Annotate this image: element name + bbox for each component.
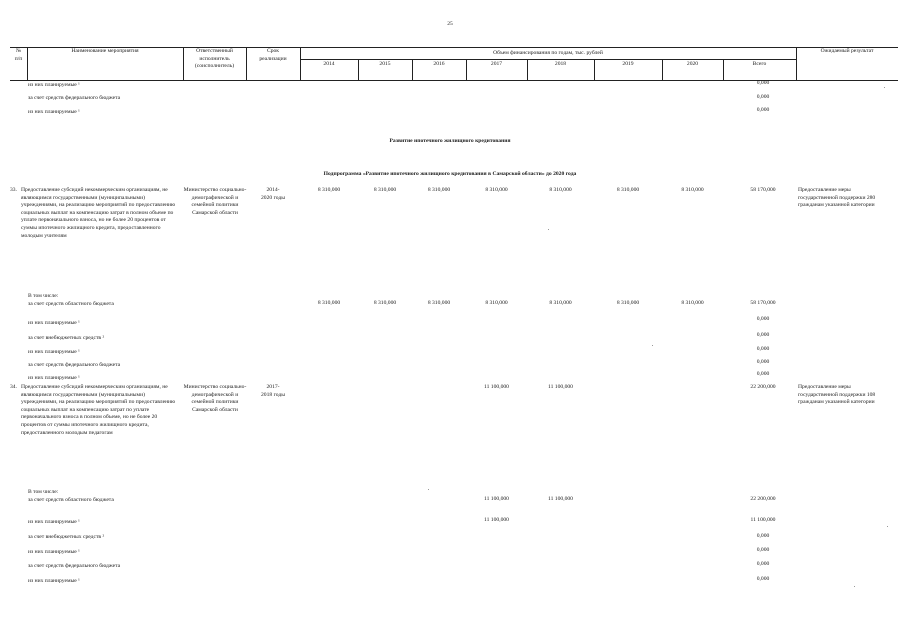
row-label: за счет средств федерального бюджета (28, 95, 121, 101)
year-header: Всего (752, 61, 767, 67)
value-cell: 11 100,000 (548, 384, 573, 390)
value-cell: 8 310,000 (485, 300, 508, 306)
year-header: 2018 (554, 61, 567, 67)
row-label: за счет средств областного бюджета (28, 497, 114, 503)
value-cell: 8 310,000 (616, 300, 640, 306)
value-cell: 8 310,000 (427, 187, 451, 193)
value-cell: 11 100,000 (484, 496, 509, 502)
including-label: В том числе: (28, 489, 59, 495)
header-term: Срок реализации (259, 48, 287, 62)
value-cell: 0,000 (756, 332, 770, 338)
value-cell: 11 100,000 (548, 496, 573, 502)
scan-speck (548, 229, 549, 230)
year-header: 2016 (433, 61, 445, 67)
value-cell: 0,000 (756, 371, 770, 377)
value-cell: 8 310,000 (549, 187, 572, 193)
value-cell: 0,000 (756, 316, 770, 322)
row-label: за счет средств областного бюджета (28, 301, 114, 307)
scan-speck (887, 526, 888, 527)
year-header: 2015 (379, 61, 391, 67)
page-number: 25 (447, 21, 453, 27)
scan-speck (652, 345, 653, 346)
row-label: из них планируемые ¹ (28, 578, 80, 584)
year-header: 2020 (686, 61, 699, 67)
header-result: Ожидаемый результат (820, 48, 874, 54)
value-cell: 11 100,000 (484, 384, 509, 390)
row-label: из них планируемые ¹ (28, 82, 80, 88)
header-funding: Объем финансирования по годам, тыс. рублей (493, 50, 603, 56)
item-name: Предоставление субсидий некоммерческим организациям, не являющимся государственными (муниципальными) учреждениями, на реализацию мероприятий по предоставлению социальных выплат на компенсацию затрат в полном объеме по уплате первоначального взноса, но не более 20 процентов от суммы ипотечного жилищного кредита, предоставленного молодым учителям (21, 187, 176, 239)
value-cell: 0,000 (756, 346, 770, 352)
header-years-rule (300, 59, 796, 60)
header-name: Наименование мероприятия (71, 48, 139, 54)
value-cell: 8 310,000 (616, 187, 640, 193)
value-cell: 0,000 (756, 561, 770, 567)
row-total: 0,000 (756, 94, 770, 100)
value-cell: 58 170,000 (750, 300, 776, 306)
row-label: из них планируемые ¹ (28, 320, 80, 326)
scan-speck (884, 87, 885, 88)
value-cell: 0,000 (756, 576, 770, 582)
item-name: Предоставление субсидий некоммерческим организациям, не являющимся государственными (муниципальными) учреждениями, на реализацию мероприятий по предоставлению социальных выплат на компенсацию затрат по уплате первоначального взноса в полном объеме, но не более 20 процентов от суммы ипотечного жилищного кредита, предоставленного молодым педагогам (21, 384, 176, 436)
row-label: из них планируемые ¹ (28, 549, 80, 555)
row-label: из них планируемые ¹ (28, 109, 80, 115)
header-number: № п/п (14, 48, 23, 62)
row-label: за счет внебюджетных средств ² (28, 534, 105, 540)
item-number: 33. (10, 187, 17, 193)
value-cell: 11 100,000 (750, 517, 776, 523)
scan-speck (854, 586, 855, 587)
value-cell: 8 310,000 (549, 300, 572, 306)
item-number: 34. (10, 384, 17, 390)
header-executor: Ответственный исполнитель (соисполнитель) (194, 48, 235, 70)
value-cell: 8 310,000 (317, 187, 341, 193)
year-header: 2017 (490, 61, 503, 67)
row-label: из них планируемые ¹ (28, 519, 80, 525)
value-cell: 22 200,000 (750, 384, 776, 390)
item-executor: Министерство социально-демографической и семейной политики Самарской области (183, 384, 247, 413)
year-header: 2019 (622, 61, 634, 67)
value-cell: 8 310,000 (373, 187, 397, 193)
value-cell: 8 310,000 (681, 187, 704, 193)
value-cell: 8 310,000 (427, 300, 451, 306)
subprogram-title: Подпрограмма «Развитие ипотечного жилищного кредитования в Самарской области» до 2020 года (323, 171, 577, 177)
row-label: за счет внебюджетных средств ² (28, 335, 105, 341)
row-total: 0,000 (756, 107, 770, 113)
including-label: В том числе: (28, 293, 59, 299)
value-cell: 58 170,000 (750, 187, 776, 193)
item-term: 2017- 2018 годы (261, 384, 285, 398)
row-label: за счет средств федерального бюджета (28, 362, 121, 368)
item-result: Предоставление меры государственной поддержки 108 гражданам указанной категории (798, 384, 876, 406)
scan-speck (428, 489, 429, 490)
value-cell: 22 200,000 (750, 496, 776, 502)
value-cell: 8 310,000 (485, 187, 508, 193)
value-cell: 0,000 (756, 533, 770, 539)
item-result: Предоставление меры государственной поддержки 280 гражданам указанной категории (798, 187, 876, 209)
item-executor: Министерство социально-демографической и семейной политики Самарской области (183, 187, 247, 216)
value-cell: 8 310,000 (373, 300, 397, 306)
section-title: Развитие ипотечного жилищного кредитования (389, 138, 511, 144)
row-label: из них планируемые ¹ (28, 349, 80, 355)
value-cell: 8 310,000 (317, 300, 341, 306)
row-total: 0,000 (756, 80, 770, 86)
item-term: 2014- 2020 годы (261, 187, 285, 201)
row-label: за счет средств федерального бюджета (28, 563, 121, 569)
value-cell: 11 100,000 (484, 517, 509, 523)
value-cell: 0,000 (756, 359, 770, 365)
value-cell: 8 310,000 (681, 300, 704, 306)
year-header: 2014 (323, 61, 335, 67)
row-label: из них планируемые ¹ (28, 375, 80, 381)
value-cell: 0,000 (756, 547, 770, 553)
